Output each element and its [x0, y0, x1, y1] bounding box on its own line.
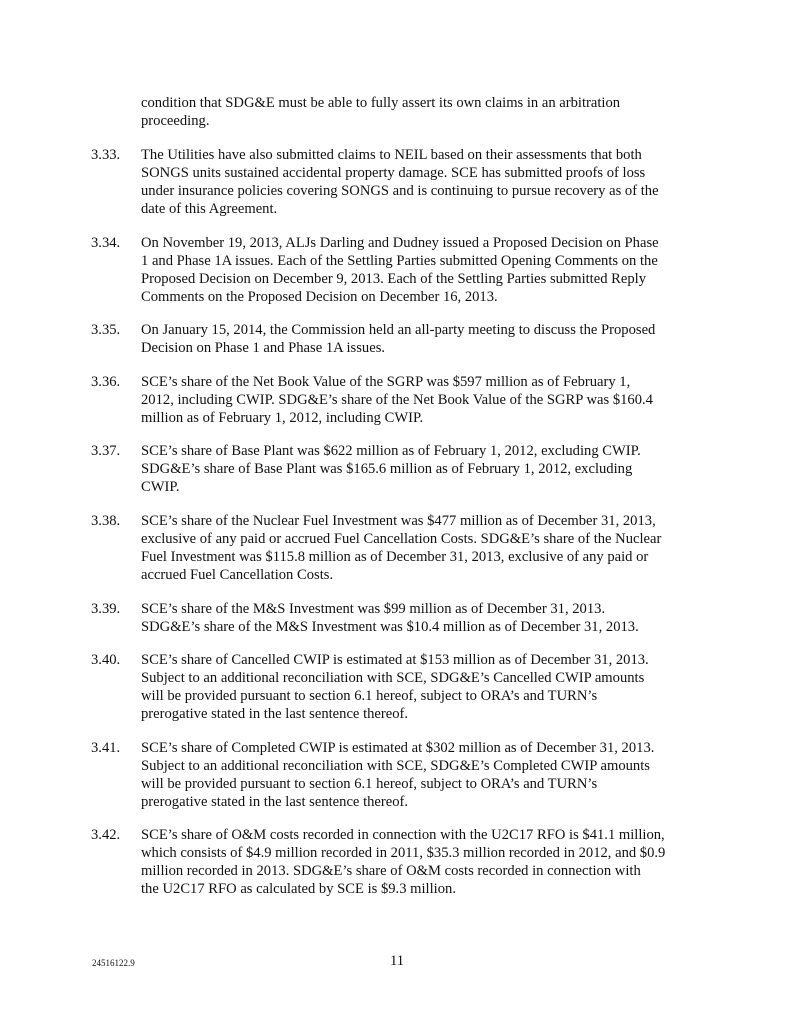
paragraph-text: SCE’s share of the M&S Investment was $99 million as of December 31, 2013. SDG&E’s share of the M&S Investment was $10.4 million as of December 31, 2013. [141, 600, 639, 635]
paragraph-number: 3.39. [91, 600, 121, 617]
paragraph-number: 3.34. [91, 234, 121, 251]
paragraph-3-40 [0, 651, 799, 723]
paragraph-text: SCE’s share of O&M costs recorded in connection with the U2C17 RFO is $41.1 million, which consists of $4.9 million recorded in 2011, $35.3 million recorded in 2012, and $0.9 million recorded in 2013. SDG&E’s share of O&M costs recorded in connection with the U2C17 RFO as calculated by SCE is $9.3 million. [141, 827, 666, 898]
paragraph-text: SCE’s share of the Nuclear Fuel Investment was $477 million as of December 31, 2013, exclusive of any paid or accrued Fuel Cancellation Costs. SDG&E’s share of the Nuclear Fuel Investment was $115.8 million as of December 31, 2013, exclusive of any paid or accrued Fuel Cancellation Costs. [141, 512, 662, 583]
paragraph-3-34 [0, 234, 799, 306]
paragraph-text: SCE’s share of Completed CWIP is estimated at $302 million as of December 31, 2013. Subject to an additional reconciliation with SCE, SDG&E’s Completed CWIP amounts will be provided pursuant to section 6.1 hereof, subject to ORA’s and TURN’s prerogative stated in the last sentence thereof. [141, 739, 655, 810]
paragraph-3-41 [0, 739, 799, 811]
document-id: 24516122.9 [92, 958, 135, 968]
paragraph-number: 3.36. [91, 373, 121, 390]
paragraph-number: 3.35. [91, 322, 121, 339]
continued-paragraph-text: condition that SDG&E must be able to fully assert its own claims in an arbitration proceeding. [141, 95, 621, 129]
paragraph-text: SCE’s share of Cancelled CWIP is estimated at $153 million as of December 31, 2013. Subject to an additional reconciliation with SCE, SDG&E’s Cancelled CWIP amounts will be provided pursuant to section 6.1 hereof, subject to ORA’s and TURN’s prerogative stated in the last sentence thereof. [141, 652, 649, 723]
paragraph-3-37 [0, 442, 799, 496]
page-number: 11 [390, 953, 405, 969]
paragraph-text: The Utilities have also submitted claims to NEIL based on their assessments that both SONGS units sustained accidental property damage. SCE has submitted proofs of loss under insurance policies covering SONGS and is continuing to pursue recovery as of the date of this Agreement. [141, 147, 659, 217]
paragraph-text: SCE’s share of the Net Book Value of the SGRP was $597 million as of February 1, 2012, including CWIP. SDG&E’s share of the Net Book Value of the SGRP was $160.4 million as of February 1, 2012, including CWIP. [141, 373, 653, 426]
paragraph-text: On November 19, 2013, ALJs Darling and Dudney issued a Proposed Decision on Phase 1 and Phase 1A issues. Each of the Settling Parties submitted Opening Comments on the Proposed Decision on December 9, 2013. Each of the Settling Parties submitted Reply Comments on the Proposed Decision on December 16, 2013. [141, 234, 659, 305]
paragraph-3-39 [0, 600, 799, 636]
paragraph-number: 3.33. [91, 147, 121, 163]
paragraph-number: 3.40. [91, 652, 121, 669]
paragraph-text: On January 15, 2014, the Commission held an all-party meeting to discuss the Proposed Decision on Phase 1 and Phase 1A issues. [141, 322, 656, 357]
paragraph-3-42 [0, 826, 799, 898]
paragraph-3-36 [0, 373, 799, 427]
paragraph-3-33 [0, 146, 799, 218]
paragraph-text: SCE’s share of Base Plant was $622 million as of February 1, 2012, excluding CWIP. SDG&E’s share of Base Plant was $165.6 million as of February 1, 2012, excluding CWIP. [141, 443, 641, 496]
paragraph-3-38 [0, 512, 799, 584]
paragraph-number: 3.42. [91, 827, 121, 844]
paragraph-number: 3.37. [91, 443, 121, 460]
paragraph-number: 3.41. [91, 739, 121, 756]
paragraph-3-35 [0, 321, 799, 357]
paragraph-number: 3.38. [91, 512, 121, 529]
numbered-paragraph-list [0, 146, 799, 914]
